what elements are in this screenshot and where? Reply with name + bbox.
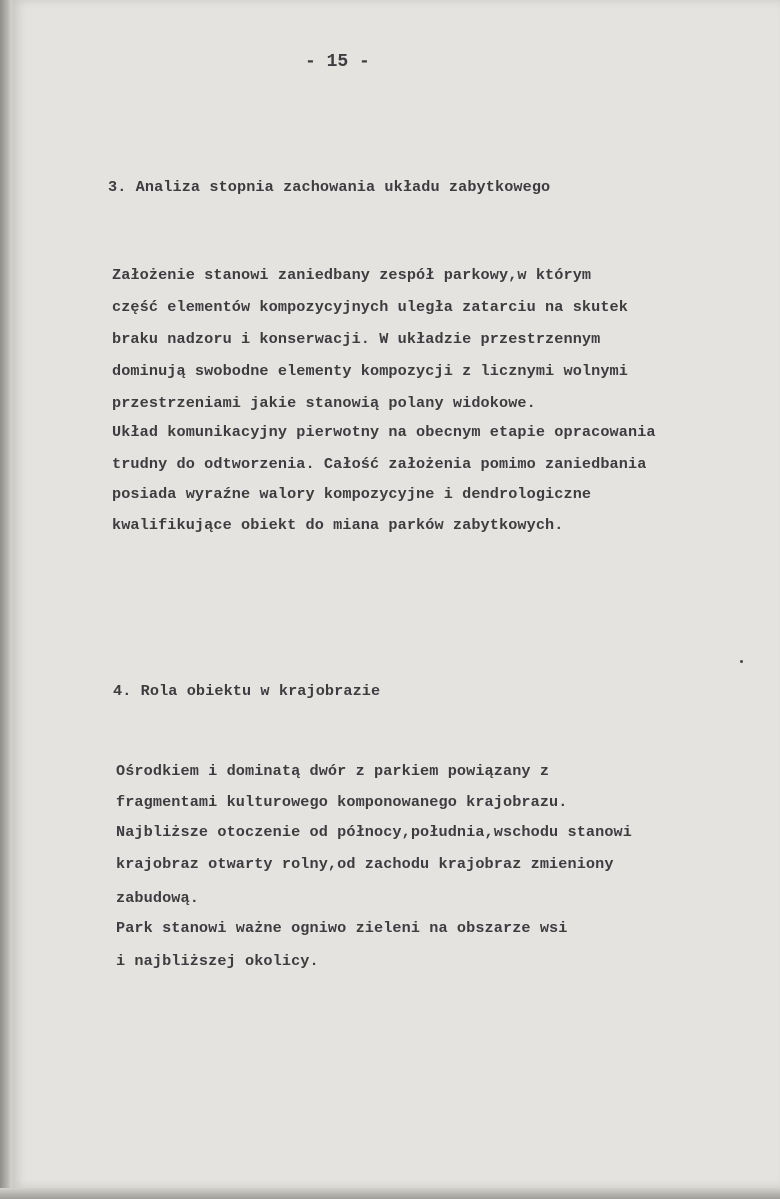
section-4-line-5: zabudową. <box>116 889 199 907</box>
section-3-heading: 3. Analiza stopnia zachowania układu zabytkowego <box>108 178 551 196</box>
section-3-line-1: Założenie stanowi zaniedbany zespół parkowy,w którym <box>112 266 592 284</box>
section-3-line-9: kwalifikujące obiekt do miana parków zabytkowych. <box>112 516 564 534</box>
section-3-line-4: dominują swobodne elementy kompozycji z licznymi wolnymi <box>112 362 628 380</box>
section-4-line-2: fragmentami kulturowego komponowanego krajobrazu. <box>116 793 568 811</box>
section-4-line-3: Najbliższe otoczenie od północy,południa,wschodu stanowi <box>116 823 632 841</box>
section-3-line-3: braku nadzoru i konserwacji. W układzie przestrzennym <box>112 330 601 348</box>
section-4-line-4: krajobraz otwarty rolny,od zachodu krajobraz zmieniony <box>116 855 614 873</box>
section-4-heading: 4. Rola obiektu w krajobrazie <box>113 682 381 700</box>
section-4-line-6: Park stanowi ważne ogniwo zieleni na obszarze wsi <box>116 919 568 937</box>
section-3-line-8: posiada wyraźne walory kompozycyjne i dendrologiczne <box>112 485 592 503</box>
document-page <box>12 0 780 1188</box>
scan-speck <box>740 660 743 663</box>
section-4-line-1: Ośrodkiem i dominatą dwór z parkiem powiązany z <box>116 762 550 780</box>
section-3-line-6: Układ komunikacyjny pierwotny na obecnym etapie opracowania <box>112 423 656 441</box>
section-3-line-5: przestrzeniami jakie stanowią polany widokowe. <box>112 394 536 412</box>
page-number: - 15 - <box>305 52 370 72</box>
section-3-line-2: część elementów kompozycyjnych uległa zatarciu na skutek <box>112 298 628 316</box>
scan-bottom-edge <box>0 1188 780 1199</box>
section-4-line-7: i najbliższej okolicy. <box>116 952 319 970</box>
scan-left-edge <box>0 0 12 1199</box>
section-3-line-7: trudny do odtworzenia. Całość założenia pomimo zaniedbania <box>112 455 647 473</box>
